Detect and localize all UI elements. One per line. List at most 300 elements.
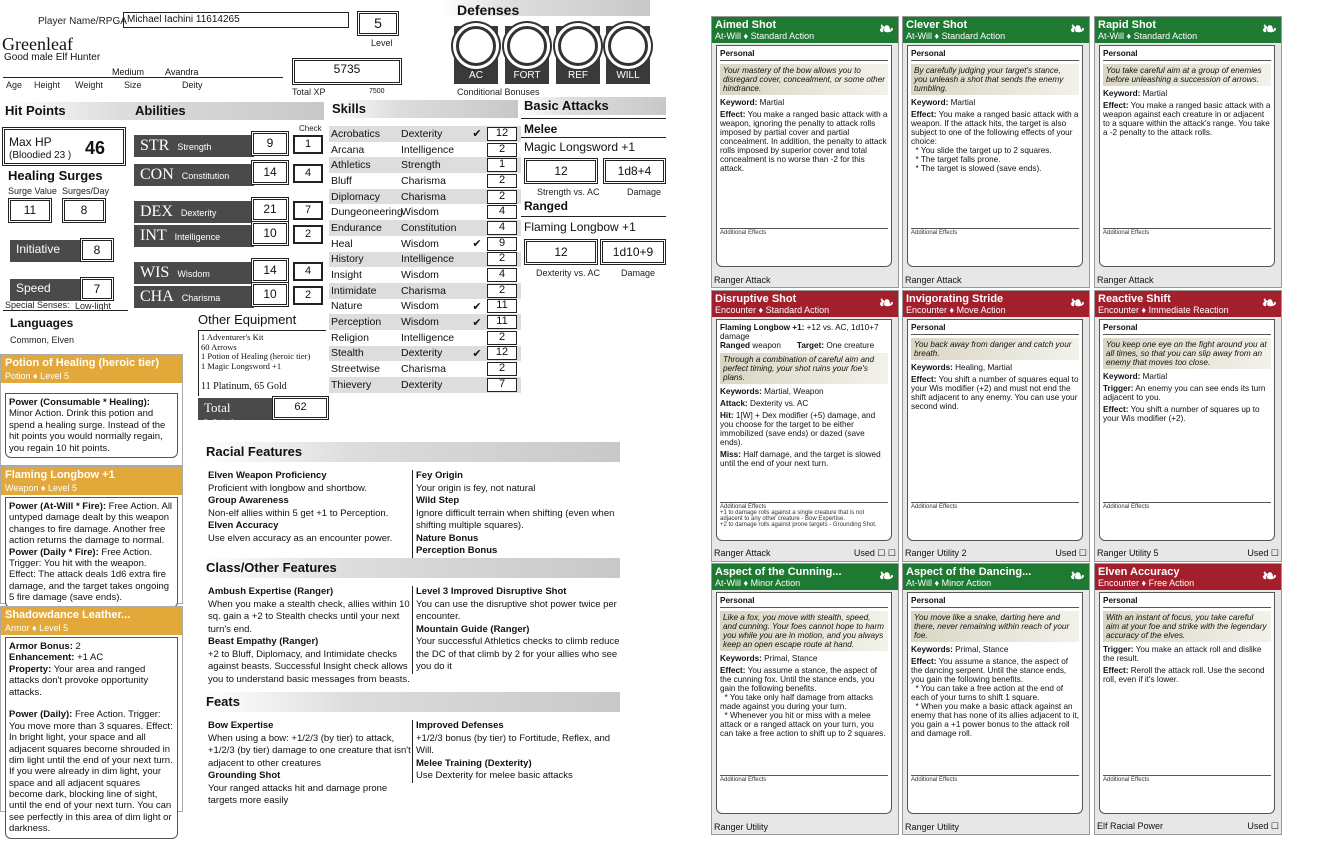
ability-con: [134, 164, 254, 186]
additional-effects: [1103, 228, 1271, 236]
feature-text: +2 to Bluff, Diplomacy, and Intimidate checks against beasts. Successful Insight check allows you to understand basic messages from beasts.: [208, 648, 410, 685]
power-type: Personal: [1103, 323, 1271, 335]
skill-row: [329, 361, 521, 377]
used-checkbox[interactable]: Used ☐: [1247, 821, 1279, 831]
feature-text: Your origin is fey, not natural: [416, 482, 536, 494]
ability-name: Constitution: [181, 171, 230, 181]
power-flavor: Your mastery of the bow allows you to disregard cover, concealment, or some other hindrance.: [720, 64, 888, 95]
additional-effects-label: Additional Effects: [911, 777, 958, 783]
ability-abbr: CON: [140, 166, 174, 183]
defenses-title: Defenses: [457, 2, 520, 18]
power-line: Effect: You make a ranged basic attack with a weapon. If the attack hits, the target is also subject to one of the following effects of your choice: * You slide the target up to 2 squares. * The target falls prone. * The target is slowed (save ends).: [911, 110, 1079, 173]
abilities-title: Abilities: [135, 103, 186, 118]
equipment-title: Other Equipment: [198, 312, 297, 327]
total-weight-box[interactable]: 62: [272, 396, 329, 420]
xp-box[interactable]: 5735: [292, 58, 402, 85]
deity-label: Deity: [182, 80, 203, 90]
feature-text: Your ranged attacks hit and damage prone targets more easily: [208, 782, 388, 806]
additional-effects-label: Additional Effects: [1103, 777, 1150, 783]
ability-check-box[interactable]: 4: [293, 262, 323, 281]
info-line: [3, 77, 283, 78]
age-label: Age: [6, 80, 23, 90]
additional-effects-label: Additional Effects: [720, 504, 767, 510]
item-body: Power (Consumable * Healing): Minor Action. Drink this potion and spend a healing surge. Instead of the hit points you would normally regain, you regain 10 hit points.: [5, 393, 178, 458]
skill-name: Athletics: [331, 159, 371, 172]
skill-value[interactable]: 2: [487, 252, 517, 266]
skill-name: Thievery: [331, 378, 372, 391]
equipment-item: 60 Arrows: [201, 341, 237, 352]
item-card: [0, 354, 183, 466]
power-flavor: You keep one eye on the fight around you at all times, so that you can slip away from an enemy that moves too close.: [1103, 338, 1271, 369]
trained-check-icon: ✔: [472, 128, 482, 141]
item-card: [0, 606, 183, 835]
power-line: Keywords: Martial, Weapon: [720, 387, 824, 396]
healing-surges-title: Healing Surges: [8, 168, 103, 183]
ability-check-box[interactable]: 7: [293, 201, 323, 220]
will-defense: [606, 26, 650, 84]
power-type: Personal: [911, 596, 1079, 608]
feature-text: Your successful Athletics checks to climb reduce the DC of that climb by 2 for your allies who see you do it: [416, 636, 620, 672]
feature-text: Use elven accuracy as an encounter power.: [208, 532, 393, 544]
level-label: Level: [371, 38, 393, 48]
ac-value: 20: [456, 26, 496, 66]
leaf-icon: ❧: [1069, 566, 1085, 586]
skill-row: [329, 330, 521, 346]
max-hp-box: [2, 127, 126, 166]
trained-check-icon: ✔: [472, 238, 482, 251]
size-label: Size: [124, 80, 142, 90]
leaf-icon: ❧: [878, 293, 894, 313]
ranged-line: [521, 216, 666, 217]
initiative-label: Initiative: [10, 240, 82, 262]
power-footer: [1095, 546, 1281, 561]
xp-next: 7500: [369, 88, 385, 95]
skill-value[interactable]: 4: [487, 268, 517, 282]
power-body: [1099, 592, 1275, 814]
feature-heading: Elven Accuracy: [208, 520, 279, 531]
class-left: [208, 586, 411, 686]
skill-value[interactable]: 4: [487, 205, 517, 219]
power-source: Ranger Attack: [1097, 275, 1154, 285]
power-line: Keyword: Martial: [1103, 89, 1168, 98]
feature-text: Ignore difficult terrain when shifting (even when shifting multiple squares).: [416, 507, 615, 531]
power-title-text: Clever Shot: [906, 19, 968, 31]
melee-title: Melee: [524, 122, 558, 136]
leaf-icon: ❧: [1261, 293, 1277, 313]
melee-line: [521, 118, 666, 119]
equipment-item: 1 Adventurer's Kit: [201, 332, 264, 342]
senses-line: [3, 310, 128, 311]
speed-label: Speed: [10, 279, 82, 301]
ability-dex: [134, 201, 254, 223]
feats-right: [412, 720, 622, 783]
item-card: [0, 466, 183, 604]
skill-value[interactable]: 11: [487, 315, 517, 329]
skill-ability: Charisma: [401, 284, 446, 297]
skill-row: [329, 346, 521, 362]
feature-text: You can use the disruptive shot power twice per encounter.: [416, 598, 617, 622]
melee-weapon: Magic Longsword +1: [524, 140, 636, 154]
skill-row: [329, 314, 521, 330]
class-right: [412, 586, 622, 674]
melee-hit-label: Strength vs. AC: [537, 187, 600, 197]
ac-label: AC: [469, 70, 483, 81]
additional-effects-label: Additional Effects: [911, 230, 958, 236]
skill-value[interactable]: 2: [487, 362, 517, 376]
skill-ability: Intelligence: [401, 331, 455, 344]
ranged-hit-box[interactable]: 12: [524, 239, 598, 265]
additional-effects-label: Additional Effects: [1103, 504, 1150, 510]
skill-row: [329, 252, 521, 268]
skill-name: Perception: [331, 316, 382, 329]
skill-value[interactable]: 11: [487, 299, 517, 313]
power-type: Personal: [911, 323, 1079, 335]
power-source: Ranger Utility: [905, 822, 960, 832]
power-title-text: Aspect of the Cunning...: [715, 566, 842, 578]
additional-effects-label: Additional Effects: [720, 230, 767, 236]
power-footer: [1095, 819, 1281, 834]
feature-heading: Mountain Guide (Ranger): [416, 623, 530, 635]
skill-ability: Intelligence: [401, 253, 455, 266]
power-source: Ranger Attack: [714, 275, 771, 285]
skill-name: Intimidate: [331, 284, 377, 297]
ability-check-box[interactable]: 2: [293, 225, 323, 244]
power-body: [716, 592, 892, 814]
ability-score-box[interactable]: 9: [251, 131, 289, 156]
ability-check-box[interactable]: 1: [293, 135, 323, 154]
power-attack-line: Flaming Longbow +1: +12 vs. AC, 1d10+7 damage Ranged weapon Target: One creature: [720, 323, 879, 350]
ref-defense: [556, 26, 600, 84]
power-source: Ranger Attack: [714, 548, 771, 558]
initiative-box[interactable]: 8: [80, 238, 114, 262]
power-footer: [712, 820, 898, 834]
trained-check-icon: ✔: [472, 300, 482, 313]
power-line: Trigger: An enemy you can see ends its turn adjacent to you.: [1103, 384, 1266, 402]
ability-cha: [134, 286, 254, 308]
skill-ability: Wisdom: [401, 316, 439, 329]
special-senses-value: Low-light: [75, 301, 112, 311]
surges-day-box[interactable]: 8: [62, 198, 106, 223]
skill-value[interactable]: 7: [487, 378, 517, 392]
item-subtitle: Armor ♦ Level 5: [1, 623, 182, 635]
feats-left: [208, 720, 411, 808]
skill-ability: Charisma: [401, 174, 446, 187]
special-senses-label: Special Senses:: [5, 300, 70, 310]
skill-row: [329, 157, 521, 173]
power-card: [902, 16, 1090, 288]
racial-left: [208, 470, 411, 545]
power-body: [1099, 319, 1275, 541]
power-line: Effect: You assume a stance, the aspect of the dancing serpent. Until the stance ends, you gain the following benefits. * You can take a free action at the end of each of your turns to shift 1 square. * When you make a basic attack against an enemy that has none of its allies adjacent to it, you gain a +1 power bonus to the attack roll and damage roll.: [911, 657, 1079, 738]
power-source: Ranger Utility 5: [1097, 548, 1159, 558]
feature-heading: Wild Step: [416, 495, 460, 506]
power-type: Personal: [720, 49, 888, 61]
skill-value[interactable]: 12: [487, 346, 517, 360]
power-title-text: Reactive Shift: [1098, 293, 1171, 305]
skills-title: Skills: [332, 101, 366, 116]
power-card: [711, 290, 899, 562]
class-header: [202, 558, 620, 578]
additional-effects: [911, 228, 1079, 236]
skill-ability: Charisma: [401, 363, 446, 376]
equipment-item: 1 Potion of Healing (heroic tier): [201, 351, 311, 361]
equipment-item: 1 Magic Longsword +1: [201, 360, 282, 371]
ability-str: [134, 135, 254, 157]
skill-ability: Wisdom: [401, 300, 439, 313]
skill-name: History: [331, 253, 364, 266]
trained-check-icon: ✔: [472, 316, 482, 329]
feature-heading: Improved Defenses: [416, 720, 504, 731]
ability-name: Dexterity: [180, 208, 217, 218]
power-body: [907, 45, 1083, 267]
skill-name: Acrobatics: [331, 127, 381, 140]
skill-row: [329, 236, 521, 252]
power-title-text: Aspect of the Dancing...: [906, 566, 1032, 578]
class-title: Class/Other Features: [206, 560, 337, 575]
feature-heading: Bow Expertise: [208, 720, 274, 731]
power-type: Personal: [720, 596, 888, 608]
ability-check-box[interactable]: 4: [293, 164, 323, 183]
total-weight-label: Total Weight: [198, 398, 274, 420]
skill-name: Heal: [331, 237, 353, 250]
item-subtitle: Weapon ♦ Level 5: [1, 483, 182, 495]
ability-abbr: INT: [140, 227, 167, 244]
additional-effects: [720, 228, 888, 236]
skill-row: [329, 189, 521, 205]
power-line: Trigger: You make an attack roll and dislike the result.: [1103, 645, 1262, 663]
ability-wis: [134, 262, 254, 284]
power-line: Attack: Dexterity vs. AC: [720, 399, 809, 408]
power-flavor: Through a combination of careful aim and perfect timing, your shot ruins your foe's plans.: [720, 353, 888, 384]
power-footer: [712, 273, 898, 287]
power-line: Effect: You make a ranged basic attack with a weapon against each creature in or adjacent to a square within the attack's range. You take a -2 penalty to the attack rolls.: [1103, 101, 1271, 137]
additional-effects-label: Additional Effects: [1103, 230, 1150, 236]
skill-ability: Intelligence: [401, 143, 455, 156]
languages-value: Common, Elven: [10, 335, 75, 345]
skill-value[interactable]: 1: [487, 158, 517, 172]
power-line: Keyword: Martial: [720, 98, 785, 107]
skill-ability: Strength: [401, 159, 441, 172]
ability-name: Charisma: [181, 293, 221, 303]
character-desc: Good male Elf Hunter: [4, 52, 101, 63]
skill-ability: Dexterity: [401, 378, 443, 391]
power-usage: Encounter ♦ Standard Action: [712, 305, 898, 317]
ref-label: REF: [568, 70, 588, 81]
size-value: Medium: [112, 67, 145, 77]
ability-name: Wisdom: [177, 269, 210, 279]
feature-text: Non-elf allies within 5 get +1 to Perception.: [208, 507, 389, 519]
power-card: [711, 563, 899, 835]
will-value: 17: [608, 26, 648, 66]
skill-name: Streetwise: [331, 363, 381, 376]
racial-right: [412, 470, 622, 558]
power-footer: [903, 820, 1089, 834]
feature-heading: Perception Bonus: [416, 545, 498, 556]
ability-abbr: STR: [140, 137, 170, 154]
power-title-text: Rapid Shot: [1098, 19, 1157, 31]
skill-value[interactable]: 2: [487, 331, 517, 345]
power-type: Personal: [1103, 596, 1271, 608]
skill-value[interactable]: 2: [487, 174, 517, 188]
skill-value[interactable]: 2: [487, 284, 517, 298]
ref-value: 21: [558, 26, 598, 66]
ability-name: Intelligence: [174, 232, 221, 242]
feature-text: +1/2/3 bonus (by tier) to Fortitude, Reflex, and Will.: [416, 732, 611, 756]
power-usage: At-Will ♦ Minor Action: [903, 578, 1089, 590]
power-line: Keyword: Martial: [1103, 372, 1168, 381]
skill-row: [329, 267, 521, 283]
feature-text: When using a bow: +1/2/3 (by tier) to attack, +1/2/3 (by tier) damage to one creature that isn't adjacent to other creatures: [208, 732, 411, 769]
skill-name: Nature: [331, 300, 363, 313]
power-card: [1094, 16, 1282, 288]
weight-label: Weight: [75, 80, 103, 90]
used-checkbox[interactable]: Used ☐: [1055, 548, 1087, 558]
additional-effects: [911, 775, 1079, 783]
will-label: WILL: [616, 70, 640, 81]
speed-box[interactable]: 7: [80, 277, 114, 301]
ranged-damage-box[interactable]: 1d10+9: [600, 239, 666, 265]
level-box[interactable]: 5: [357, 11, 399, 36]
skill-row: [329, 220, 521, 236]
surge-value-label: Surge Value: [8, 186, 57, 196]
feats-header: [202, 692, 620, 712]
power-flavor: By carefully judging your target's stance, you unleash a shot that sends the enemy tumbling.: [911, 64, 1079, 95]
ability-score-box[interactable]: 10: [251, 221, 289, 246]
power-line: Effect: You assume a stance, the aspect of the cunning fox. Until the stance ends, you gain the following benefits. * You take only half damage from attacks made against you during your turn. * Whenever you hit or miss with a melee attack or a ranged attack on your turn, you can take a free action to shift up to 2 squares.: [720, 666, 886, 738]
item-body: Power (At-Will * Fire): Free Action. All untyped damage dealt by this weapon changes to fire damage. Another free action returns the damage to normal. Power (Daily * Fire): Free Action. Trigger: You hit with the weapon. Effect: The attack deals 1d6 extra fire damage, and the target takes ongoing 5 fire damage (save ends).: [5, 497, 178, 608]
skill-name: Diplomacy: [331, 190, 381, 203]
skill-ability: Charisma: [401, 190, 446, 203]
power-flavor: You take careful aim at a group of enemies before unleashing a succession of arrows.: [1103, 64, 1271, 86]
power-title-text: Elven Accuracy: [1098, 566, 1180, 578]
melee-damage-box[interactable]: 1d8+4: [603, 158, 666, 184]
power-body: [716, 45, 892, 267]
power-card: [902, 563, 1090, 835]
ability-score-box[interactable]: 10: [251, 282, 289, 307]
power-body: [907, 319, 1083, 541]
power-title-text: Aimed Shot: [715, 19, 777, 31]
leaf-icon: ❧: [1261, 19, 1277, 39]
power-usage: At-Will ♦ Standard Action: [712, 31, 898, 43]
power-line: Keyword: Martial: [911, 98, 976, 107]
skill-row: [329, 283, 521, 299]
feats-title: Feats: [206, 694, 240, 709]
used-checkbox[interactable]: Used ☐: [1247, 548, 1279, 558]
skill-name: Endurance: [331, 221, 382, 234]
feature-heading: Nature Bonus: [416, 532, 479, 544]
fort-defense: [505, 26, 549, 84]
skill-ability: Dexterity: [401, 127, 443, 140]
attacks-title: Basic Attacks: [524, 98, 609, 113]
power-line: Effect: You shift a number of squares equal to your Wis modifier (+2) and must not end the shift adjacent to any enemy. You can use your second wind.: [911, 375, 1079, 411]
item-title: Shadowdance Leather...: [1, 607, 182, 623]
feature-heading: Grounding Shot: [208, 770, 281, 781]
power-line: Keywords: Primal, Stance: [720, 654, 818, 663]
height-label: Height: [34, 80, 61, 90]
fort-value: 18: [507, 26, 547, 66]
additional-effects-label: Additional Effects: [911, 504, 958, 510]
feature-heading: Group Awareness: [208, 495, 289, 506]
leaf-icon: ❧: [1261, 566, 1277, 586]
power-flavor: With an instant of focus, you take careful aim at your foe and strike with the legendary accuracy of the elves.: [1103, 611, 1271, 642]
ability-check-box[interactable]: 2: [293, 286, 323, 305]
skill-row: [329, 204, 521, 220]
feature-heading: Fey Origin: [416, 470, 463, 481]
skill-value[interactable]: 2: [487, 190, 517, 204]
power-source: Ranger Utility: [714, 822, 769, 832]
skills-list: [329, 126, 521, 393]
power-card: [902, 290, 1090, 562]
power-source: Ranger Utility 2: [905, 548, 967, 558]
ranged-title: Ranged: [524, 199, 569, 213]
power-line: Keywords: Healing, Martial: [911, 363, 1013, 372]
feature-text: Proficient with longbow and shortbow.: [208, 482, 367, 494]
feature-heading: Elven Weapon Proficiency: [208, 470, 327, 481]
power-footer: [903, 273, 1089, 287]
additional-effects-label: Additional Effects: [720, 777, 767, 783]
melee-weapon-line: [521, 137, 666, 138]
skill-row: [329, 299, 521, 315]
player-label: Player Name/RPGA: [38, 16, 127, 27]
check-label: Check: [299, 124, 322, 133]
power-usage: Encounter ♦ Free Action: [1095, 578, 1281, 590]
power-line: Effect: You make a ranged basic attack with a weapon, ignoring the penalty to attack rolls imposed by partial cover and partial concealment. In addition, the penalty to attack rolls imposed by superior cover and total concealment is no worse than -2 for this attack.: [720, 110, 888, 173]
skill-name: Dungeoneering: [331, 206, 403, 219]
player-field[interactable]: Michael Iachini 11614265: [123, 12, 349, 28]
skill-value[interactable]: 12: [487, 127, 517, 141]
power-footer: [712, 546, 898, 561]
skill-value[interactable]: 2: [487, 143, 517, 157]
power-type: Personal: [1103, 49, 1271, 61]
conditional-bonuses: Conditional Bonuses: [457, 87, 540, 97]
power-line: Miss: Half damage, and the target is slowed until the end of your next turn.: [720, 450, 881, 468]
feature-heading: Level 3 Improved Disruptive Shot: [416, 586, 567, 597]
feature-heading: Ambush Expertise (Ranger): [208, 586, 334, 597]
skill-ability: Wisdom: [401, 237, 439, 250]
skill-name: Arcana: [331, 143, 365, 156]
ability-score-box[interactable]: 14: [251, 258, 289, 283]
ranged-damage-label: Damage: [621, 268, 656, 278]
power-footer: [903, 546, 1089, 561]
feature-heading: Melee Training (Dexterity): [416, 757, 532, 769]
additional-effects: [1103, 775, 1271, 783]
ranged-weapon: Flaming Longbow +1: [524, 220, 636, 234]
power-body: [1099, 45, 1275, 267]
power-type: Personal: [911, 49, 1079, 61]
ranged-hit-label: Dexterity vs. AC: [536, 268, 601, 278]
hp-title: Hit Points: [5, 103, 66, 118]
ac-defense: [454, 26, 498, 84]
skill-row: [329, 126, 521, 142]
skill-value[interactable]: 4: [487, 221, 517, 235]
skill-name: Stealth: [331, 347, 364, 360]
power-usage: At-Will ♦ Minor Action: [712, 578, 898, 590]
skill-row: [329, 377, 521, 393]
feature-heading: Beast Empathy (Ranger): [208, 636, 319, 647]
used-checkbox[interactable]: Used ☐ ☐: [853, 548, 896, 558]
ability-score-box[interactable]: 21: [251, 197, 289, 222]
skill-name: Bluff: [331, 174, 352, 187]
skill-name: Religion: [331, 331, 369, 344]
power-flavor: Like a fox, you move with stealth, speed, and cunning. Your foes cannot hope to harm you while you are in motion, and you always keep an open escape route at hand.: [720, 611, 888, 651]
melee-hit-box[interactable]: 12: [524, 158, 598, 184]
surge-value-box[interactable]: 11: [8, 198, 52, 223]
skill-value[interactable]: 9: [487, 237, 517, 251]
ability-score-box[interactable]: 14: [251, 160, 289, 185]
power-source: Elf Racial Power: [1097, 821, 1164, 831]
power-usage: Encounter ♦ Move Action: [903, 305, 1089, 317]
power-body: [716, 319, 892, 541]
